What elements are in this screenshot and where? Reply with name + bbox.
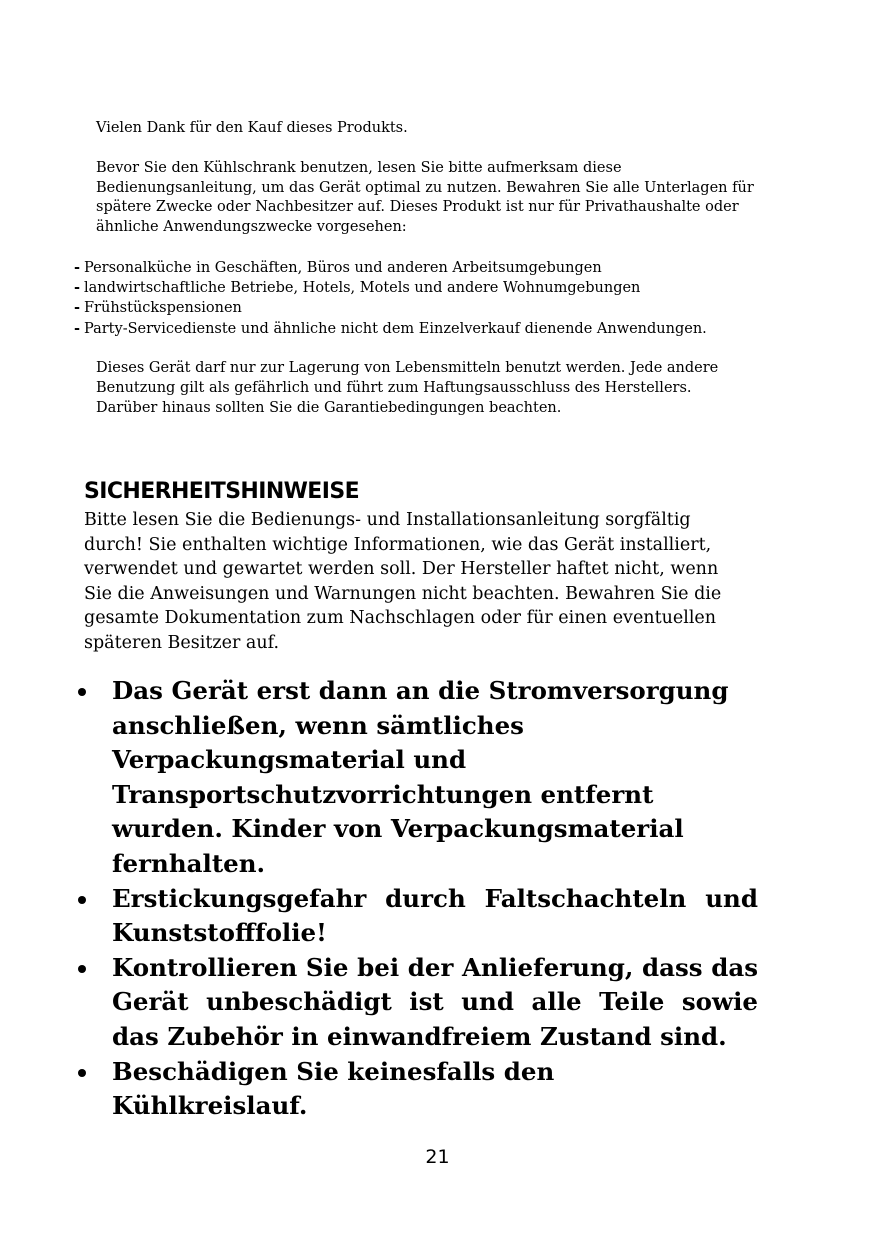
bullet-icon bbox=[78, 896, 86, 904]
bullet-text: Beschädigen Sie keinesfalls den Kühlkreislauf. bbox=[112, 1056, 555, 1121]
intro-paragraph: Bevor Sie den Kühlschrank benutzen, lesen Sie bitte aufmerksam diese Bedienungsanleitung, um das Gerät optimal zu nutzen. Bewahren Sie alle Unterlagen für spätere Zwecke oder Nachbesitzer auf. Dieses Produkt ist nur für Privathaushalte oder ähnliche Anwendungszwecke vorgesehen: bbox=[96, 159, 754, 236]
bullet-icon bbox=[78, 965, 86, 973]
safety-paragraph: Bitte lesen Sie die Bedienungs- und Installationsanleitung sorgfältig durch! Sie enthalten wichtige Informationen, wie das Gerät installiert, verwendet und gewartet werden soll. Der Hersteller haftet nicht, wenn Sie die Anweisungen und Warnungen nicht beachten. Bewahren Sie die gesamte Dokumentation zum Nachschlagen oder für einen eventuellen späteren Besitzer auf. bbox=[84, 510, 722, 653]
thanks-text: Vielen Dank für den Kauf dieses Produkts. bbox=[96, 120, 408, 136]
list-item: - Personalküche in Geschäften, Büros und anderen Arbeitsumgebungen bbox=[74, 258, 774, 278]
list-item: - Frühstückspensionen bbox=[74, 298, 774, 318]
page-number: 21 bbox=[425, 1146, 450, 1168]
list-item bbox=[72, 951, 758, 1055]
list-item bbox=[72, 882, 758, 951]
safety-heading: SICHERHEITSHINWEISE bbox=[84, 479, 359, 504]
usage-list bbox=[74, 258, 774, 339]
bullet-icon bbox=[78, 1069, 86, 1077]
safety-bullet-list bbox=[72, 674, 758, 1124]
bullet-text: Erstickungsgefahr durch Faltschachteln und Kunststofffolie! bbox=[112, 883, 758, 948]
bullet-icon bbox=[78, 688, 86, 696]
usage-notice: Dieses Gerät darf nur zur Lagerung von Lebensmitteln benutzt werden. Jede andere Benutzung gilt als gefährlich und führt zum Haftungsausschluss des Herstellers. Darüber hinaus sollten Sie die Garantiebedingungen beachten. bbox=[96, 360, 719, 416]
list-item bbox=[72, 674, 758, 882]
list-item: - Party-Servicedienste und ähnliche nicht dem Einzelverkauf dienende Anwendungen. bbox=[74, 319, 774, 339]
bullet-text: Kontrollieren Sie bei der Anlieferung, dass das Gerät unbeschädigt ist und alle Teile sowie das Zubehör in einwandfreiem Zustand sind. bbox=[112, 952, 758, 1051]
intro-section bbox=[96, 119, 756, 238]
list-item: - landwirtschaftliche Betriebe, Hotels, Motels und andere Wohnumgebungen bbox=[74, 278, 774, 298]
bullet-text: Das Gerät erst dann an die Stromversorgung anschließen, wenn sämtliches Verpackungsmaterial und Transportschutzvorrichtungen entfernt wurden. Kinder von Verpackungsmaterial fernhalten. bbox=[112, 676, 729, 878]
list-item bbox=[72, 1055, 758, 1124]
